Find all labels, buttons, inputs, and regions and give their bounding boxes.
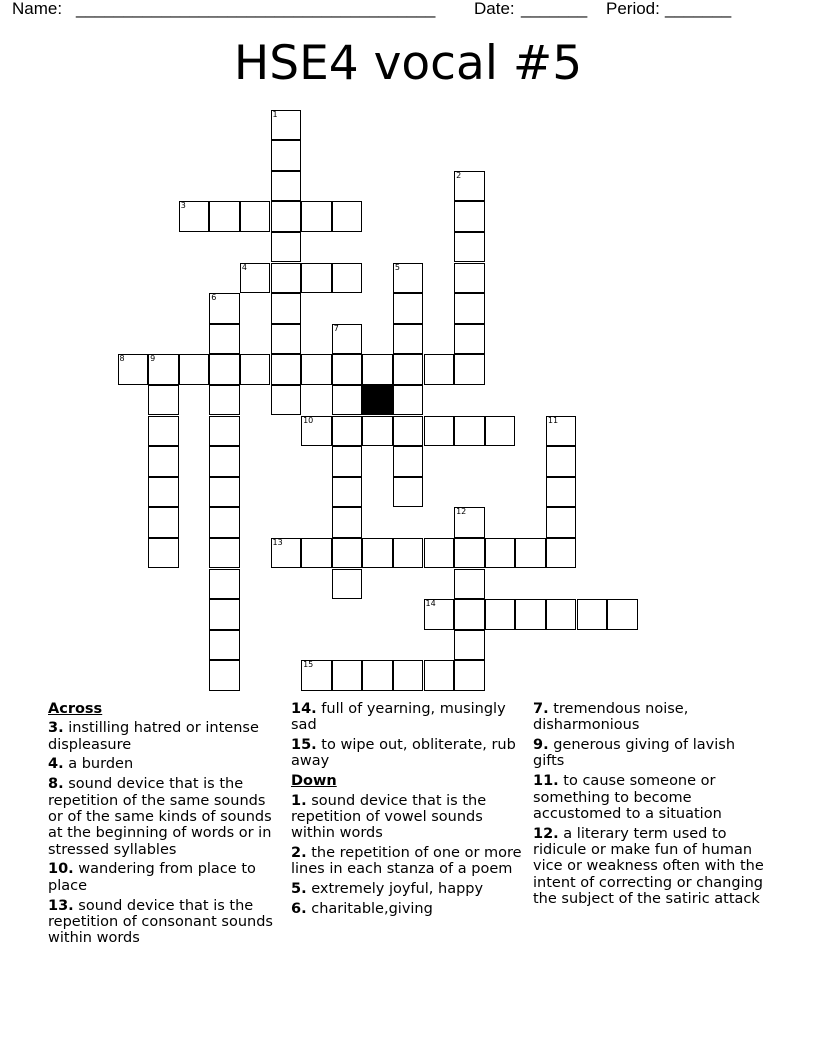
grid-cell[interactable] [424, 599, 455, 630]
grid-cell[interactable] [546, 416, 577, 447]
grid-cell[interactable] [209, 293, 240, 324]
grid-clue-number: 7 [333, 323, 339, 333]
grid-cell[interactable] [271, 263, 302, 294]
grid-cell[interactable] [485, 416, 516, 447]
grid-cell[interactable] [454, 171, 485, 202]
grid-cell[interactable] [362, 416, 393, 447]
clue-text: a literary term used to ridicule or make fun of human vice or weakness often with the intent of correcting or changing the subject of the satiric attack [533, 825, 764, 908]
grid-cell[interactable] [577, 599, 608, 630]
grid-cell[interactable] [332, 324, 363, 355]
grid-cell[interactable] [179, 354, 210, 385]
grid-cell[interactable] [454, 324, 485, 355]
grid-cell[interactable] [332, 263, 363, 294]
grid-clue-number: 2 [456, 170, 462, 180]
grid-cell[interactable] [485, 538, 516, 569]
clue-text: instilling hatred or intense displeasure [48, 720, 259, 753]
clue-text: charitable,giving [306, 901, 433, 918]
grid-clue-number: 4 [241, 262, 247, 272]
clue-number: 1. [291, 792, 307, 809]
down-heading: Down [291, 773, 337, 790]
clue-text: full of yearning, musingly sad [291, 701, 506, 734]
clue-text: to wipe out, obliterate, rub away [291, 737, 516, 770]
grid-cell[interactable] [271, 140, 302, 171]
grid-cell[interactable] [332, 354, 363, 385]
grid-cell[interactable] [362, 354, 393, 385]
grid-cell[interactable] [454, 201, 485, 232]
grid-cell[interactable] [332, 660, 363, 691]
grid-cell[interactable] [393, 660, 424, 691]
period-label: Period: [606, 0, 660, 18]
grid-cell[interactable] [209, 201, 240, 232]
clue-number: 2. [291, 845, 307, 862]
clue-across-3 [48, 720, 284, 753]
clue-across-14 [291, 701, 523, 734]
grid-cell[interactable] [301, 201, 332, 232]
clue-down-1 [291, 793, 523, 842]
date-blank[interactable]: _______ [521, 0, 588, 18]
grid-cell[interactable] [118, 354, 149, 385]
grid-cell[interactable] [332, 446, 363, 477]
grid-clue-number: 14 [425, 599, 436, 609]
grid-cell[interactable] [209, 630, 240, 661]
grid-cell[interactable] [332, 385, 363, 416]
clue-text: generous giving of lavish gifts [533, 737, 736, 770]
grid-clue-number: 11 [547, 415, 559, 425]
grid-cell[interactable] [362, 538, 393, 569]
grid-cell[interactable] [454, 507, 485, 538]
grid-cell[interactable] [271, 232, 302, 263]
clue-number: 8. [48, 776, 64, 793]
clue-number: 13. [48, 897, 74, 914]
grid-cell[interactable] [271, 171, 302, 202]
clue-down-9 [533, 737, 765, 770]
grid-cell[interactable] [393, 446, 424, 477]
grid-cell[interactable] [209, 385, 240, 416]
grid-clue-number: 12 [456, 507, 467, 517]
clue-across-13 [48, 898, 284, 947]
grid-cell[interactable] [454, 232, 485, 263]
name-blank[interactable]: ______________________________________ [76, 0, 436, 18]
grid-cell[interactable] [271, 293, 302, 324]
grid-clue-number: 8 [119, 354, 125, 364]
grid-cell[interactable] [271, 110, 302, 141]
grid-cell[interactable] [332, 201, 363, 232]
clue-down-2 [291, 845, 523, 878]
grid-cell[interactable] [393, 293, 424, 324]
grid-cell[interactable] [209, 324, 240, 355]
grid-clue-number: 13 [272, 537, 283, 547]
grid-cell[interactable] [454, 599, 485, 630]
grid-cell[interactable] [454, 293, 485, 324]
grid-cell[interactable] [424, 660, 455, 691]
across-heading: Across [48, 701, 103, 717]
period-blank[interactable]: _______ [665, 0, 732, 18]
grid-cell[interactable] [209, 416, 240, 447]
clue-number: 6. [291, 901, 307, 918]
clue-text: extremely joyful, happy [306, 881, 484, 898]
clue-column-1 [48, 701, 284, 950]
clue-text: wandering from place to place [48, 861, 256, 894]
grid-cell[interactable] [332, 538, 363, 569]
grid-cell[interactable] [393, 385, 424, 416]
clue-across-10 [48, 861, 284, 894]
grid-clue-number: 5 [394, 262, 400, 272]
grid-clue-number: 6 [211, 293, 217, 303]
grid-cell[interactable] [454, 263, 485, 294]
clue-text: sound device that is the repetition of consonant sounds within words [48, 897, 273, 947]
grid-cell[interactable] [148, 446, 179, 477]
grid-cell[interactable] [332, 477, 363, 508]
grid-cell[interactable] [271, 354, 302, 385]
grid-cell[interactable] [271, 385, 302, 416]
grid-cell[interactable] [332, 416, 363, 447]
page-title: HSE4 vocal #5 [233, 36, 583, 91]
grid-clue-number: 10 [303, 415, 314, 425]
clue-down-5 [291, 881, 523, 897]
clue-text: sound device that is the repetition of the same sounds or of the same kinds of sounds at the beginning of words or in stressed syllables [48, 776, 272, 858]
grid-cell[interactable] [424, 354, 455, 385]
clue-column-3 [533, 701, 765, 911]
grid-clue-number: 9 [150, 354, 156, 364]
grid-cell[interactable] [393, 354, 424, 385]
grid-cell[interactable] [424, 416, 455, 447]
grid-cell[interactable] [148, 416, 179, 447]
grid-cell[interactable] [454, 630, 485, 661]
grid-cell[interactable] [332, 569, 363, 600]
clue-number: 5. [291, 881, 307, 898]
clue-number: 9. [533, 737, 549, 754]
grid-cell[interactable] [271, 201, 302, 232]
grid-cell[interactable] [546, 538, 577, 569]
grid-cell[interactable] [209, 599, 240, 630]
grid-cell[interactable] [362, 660, 393, 691]
grid-cell[interactable] [209, 538, 240, 569]
clue-down-11 [533, 773, 765, 822]
grid-cell[interactable] [301, 263, 332, 294]
grid-cell[interactable] [301, 416, 332, 447]
clue-number: 15. [291, 737, 317, 754]
clue-text: the repetition of one or more lines in each stanza of a poem [291, 845, 522, 878]
grid-cell[interactable] [301, 538, 332, 569]
clue-text: tremendous noise, disharmonious [533, 701, 689, 734]
grid-cell[interactable] [148, 538, 179, 569]
clue-number: 3. [48, 720, 64, 737]
clue-across-8 [48, 776, 284, 857]
clue-number: 11. [533, 773, 559, 790]
clue-down-12 [533, 826, 765, 907]
grid-cell[interactable] [546, 446, 577, 477]
grid-cell[interactable] [546, 507, 577, 538]
grid-cell[interactable] [240, 354, 271, 385]
grid-cell[interactable] [454, 416, 485, 447]
clue-column-2 [291, 701, 523, 921]
grid-cell[interactable] [546, 477, 577, 508]
clue-down-6 [291, 901, 523, 917]
clue-number: 4. [48, 756, 64, 773]
grid-cell[interactable] [209, 446, 240, 477]
student-info-header [0, 0, 816, 22]
grid-clue-number: 15 [303, 660, 314, 670]
grid-cell[interactable] [454, 538, 485, 569]
grid-cell[interactable] [209, 354, 240, 385]
grid-clue-number: 3 [180, 201, 186, 211]
grid-cell[interactable] [332, 507, 363, 538]
grid-clue-number: 1 [272, 109, 278, 119]
grid-cell[interactable] [454, 354, 485, 385]
date-label: Date: [474, 0, 515, 18]
grid-cell[interactable] [607, 599, 638, 630]
grid-cell[interactable] [424, 538, 455, 569]
grid-cell[interactable] [393, 477, 424, 508]
grid-cell[interactable] [515, 599, 546, 630]
grid-cell[interactable] [240, 263, 271, 294]
clue-number: 7. [533, 701, 549, 717]
grid-cell[interactable] [179, 201, 210, 232]
grid-cell[interactable] [546, 599, 577, 630]
grid-cell[interactable] [454, 660, 485, 691]
grid-cell[interactable] [393, 538, 424, 569]
grid-cell[interactable] [209, 507, 240, 538]
grid-cell[interactable] [148, 385, 179, 416]
grid-cell[interactable] [515, 538, 546, 569]
grid-cell[interactable] [148, 477, 179, 508]
grid-cell[interactable] [148, 507, 179, 538]
clue-down-7 [533, 701, 765, 734]
grid-cell[interactable] [240, 201, 271, 232]
grid-black-square [362, 385, 393, 416]
grid-cell[interactable] [454, 569, 485, 600]
grid-cell[interactable] [148, 354, 179, 385]
grid-cell[interactable] [393, 263, 424, 294]
clue-number: 10. [48, 861, 74, 878]
grid-cell[interactable] [209, 569, 240, 600]
name-label: Name: [12, 0, 63, 18]
clue-text: sound device that is the repetition of vowel sounds within words [291, 792, 487, 842]
clue-across-4 [48, 756, 284, 772]
grid-cell[interactable] [301, 354, 332, 385]
clue-across-15 [291, 737, 523, 770]
grid-cell[interactable] [485, 599, 516, 630]
grid-cell[interactable] [209, 477, 240, 508]
grid-cell[interactable] [271, 538, 302, 569]
grid-cell[interactable] [301, 660, 332, 691]
clue-text: a burden [63, 756, 134, 773]
grid-cell[interactable] [209, 660, 240, 691]
grid-cell[interactable] [393, 416, 424, 447]
grid-cell[interactable] [271, 324, 302, 355]
clue-text: to cause someone or something to become accustomed to a situation [533, 773, 722, 822]
clue-number: 12. [533, 825, 559, 842]
clue-number: 14. [291, 701, 317, 717]
grid-cell[interactable] [393, 324, 424, 355]
